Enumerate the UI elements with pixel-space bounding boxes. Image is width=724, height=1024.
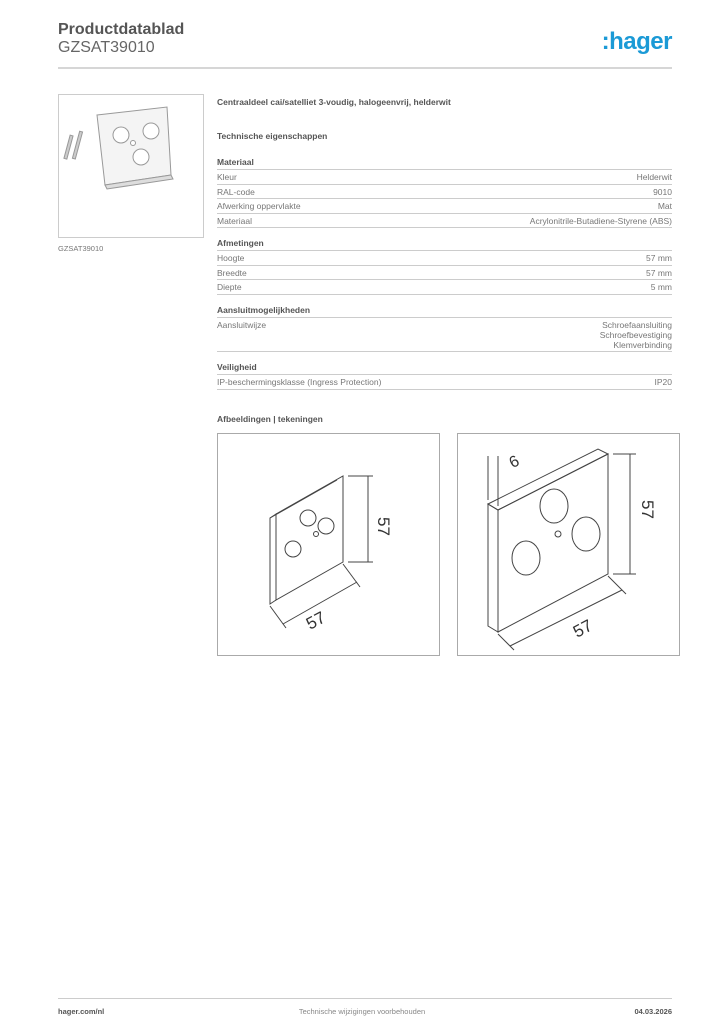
group-title: Aansluitmogelijkheden [217, 305, 672, 318]
height-label: 57 [374, 517, 393, 536]
spec-group-aansluitmogelijkheden [217, 305, 672, 353]
depth-label: 6 [506, 452, 523, 472]
spec-value: Schroefaansluiting [602, 319, 672, 330]
spec-value: Acrylonitrile-Butadiene-Styrene (ABS) [529, 215, 672, 226]
spec-label: Aansluitwijze [217, 319, 267, 330]
spec-value: Schroefbevestiging [599, 329, 672, 340]
group-title: Veiligheid [217, 362, 672, 375]
spec-label: RAL-code [217, 186, 255, 197]
footer-website-link[interactable]: hager.com/nl [58, 1007, 105, 1016]
spec-value: Klemverbinding [613, 339, 672, 350]
product-description: Centraaldeel cai/satelliet 3-voudig, halogeenvrij, helderwit [217, 97, 451, 107]
spec-row [217, 214, 672, 229]
spec-row [217, 251, 672, 266]
spec-group-veiligheid [217, 362, 672, 390]
spec-value: 57 mm [646, 253, 672, 263]
spec-row [217, 185, 672, 200]
footer-date: 04.03.2026 [634, 1007, 672, 1016]
spec-label: Materiaal [217, 215, 252, 226]
spec-row [217, 170, 672, 185]
height-label: 57 [638, 500, 657, 519]
spec-value: Helderwit [636, 172, 672, 182]
spec-row [217, 199, 672, 214]
spec-groups [217, 157, 672, 400]
product-code: GZSAT39010 [58, 39, 155, 56]
spec-value: Mat [657, 201, 672, 211]
spec-value: 57 mm [646, 267, 672, 278]
page-title: Productdatablad [58, 21, 185, 38]
spec-label: Breedte [217, 267, 247, 278]
header-divider [58, 67, 672, 69]
spec-label: IP-beschermingsklasse (Ingress Protection) [217, 377, 382, 387]
spec-value: IP20 [654, 377, 672, 387]
spec-label: Diepte [217, 282, 242, 292]
spec-label: Hoogte [217, 253, 245, 263]
product-image [58, 94, 204, 238]
spec-row [217, 375, 672, 390]
footer-divider [58, 998, 672, 999]
spec-row [217, 280, 672, 295]
group-title: Materiaal [217, 157, 672, 170]
drawings-heading: Afbeeldingen | tekeningen [217, 414, 323, 424]
dimension-drawing-perspective [457, 433, 680, 656]
width-label: 57 [302, 607, 329, 634]
dimension-drawing-front [217, 433, 440, 656]
spec-label: Afwerking oppervlakte [217, 201, 301, 211]
width-label: 57 [569, 615, 596, 642]
spec-label: Kleur [217, 172, 237, 182]
spec-value: 5 mm [650, 282, 672, 292]
tech-heading: Technische eigenschappen [217, 131, 328, 141]
hager-logo: :hager [601, 28, 672, 55]
spec-value: 9010 [653, 186, 672, 197]
spec-group-afmetingen [217, 238, 672, 295]
spec-row [217, 266, 672, 281]
footer-disclaimer: Technische wijzigingen voorbehouden [298, 1007, 426, 1016]
spec-group-materiaal [217, 157, 672, 228]
image-caption: GZSAT39010 [58, 244, 104, 253]
spec-row [217, 318, 672, 353]
group-title: Afmetingen [217, 238, 672, 251]
